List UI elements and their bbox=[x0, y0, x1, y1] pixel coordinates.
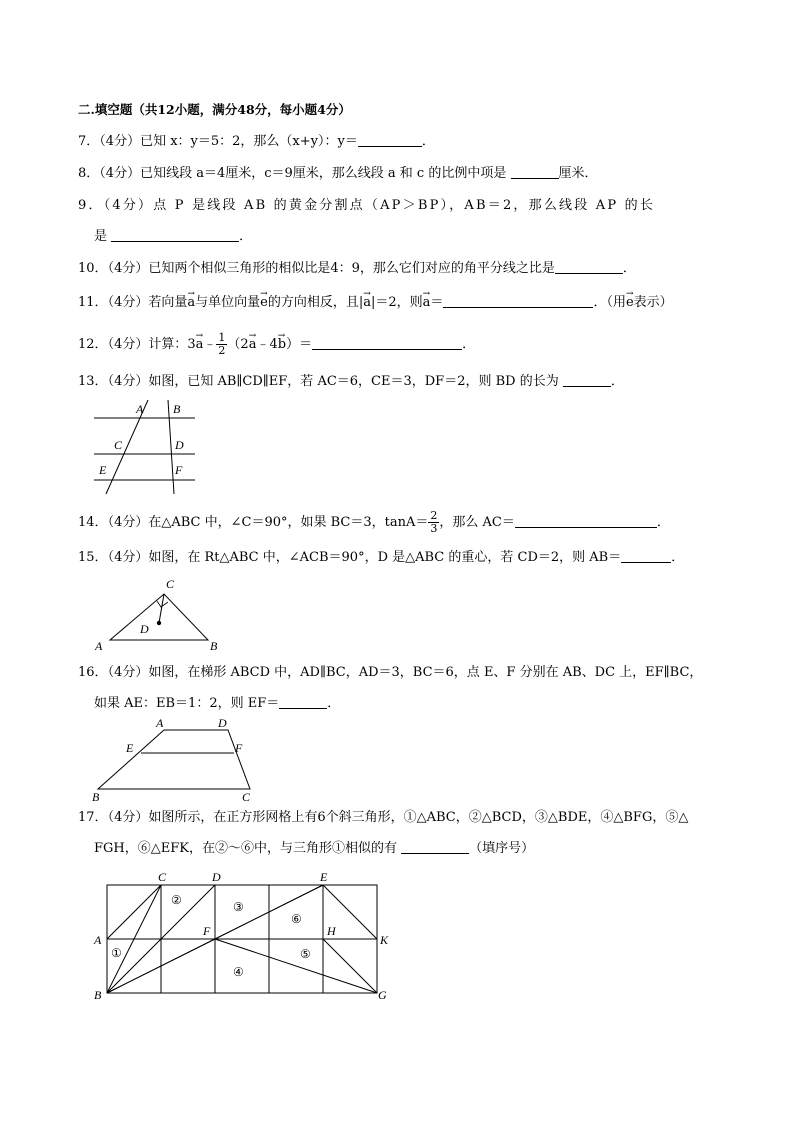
q13-score: （4分） bbox=[107, 374, 149, 389]
label-f: F bbox=[203, 924, 211, 938]
q13-end: ． bbox=[610, 374, 624, 389]
question-8: 8．（4分）已知线段 a＝4厘米，c＝9厘米，那么线段 a 和 c 的比例中项是 厘米． bbox=[78, 166, 598, 181]
vector-a-5: → a bbox=[249, 336, 257, 354]
q7-answer-blank[interactable] bbox=[358, 133, 422, 147]
label-k: K bbox=[380, 933, 389, 947]
vector-a-3: → a bbox=[423, 294, 431, 312]
label-d: D bbox=[140, 622, 149, 636]
circle-1: ① bbox=[111, 946, 122, 960]
vector-a-2: → a bbox=[363, 294, 371, 312]
label-c: C bbox=[242, 790, 251, 804]
label-a: A bbox=[136, 402, 144, 416]
question-16-cont bbox=[94, 695, 340, 713]
q10-score: （4分） bbox=[107, 261, 149, 276]
q8-end: 厘米． bbox=[558, 166, 598, 181]
q12-minus: ﹣ bbox=[203, 337, 217, 352]
question-15: 15．（4分）如图，在 Rt△ABC 中，∠ACB＝90°，D 是△ABC 的重心，若 CD＝2，则 AB＝ ． bbox=[78, 550, 685, 565]
q11-text-1: 若向量 bbox=[148, 295, 188, 310]
q10-number: 10 bbox=[78, 261, 95, 276]
q16-answer-blank[interactable] bbox=[279, 695, 327, 709]
label-h: H bbox=[327, 924, 336, 938]
q9-number: 9 bbox=[78, 198, 89, 213]
q14-answer-blank[interactable] bbox=[515, 514, 657, 528]
q10-answer-blank[interactable] bbox=[555, 260, 623, 274]
segment-hg bbox=[323, 939, 377, 993]
q12-end: ． bbox=[462, 337, 476, 352]
point-d bbox=[157, 621, 161, 625]
q12-text-5: ）＝ bbox=[286, 337, 313, 352]
q8-answer-blank[interactable] bbox=[511, 165, 559, 179]
label-c: C bbox=[158, 870, 167, 884]
q16-number: 16 bbox=[78, 665, 95, 680]
q9-line2: 是 bbox=[94, 229, 108, 244]
label-d: D bbox=[212, 870, 221, 884]
q13-number: 13 bbox=[78, 374, 95, 389]
label-b: B bbox=[92, 790, 100, 804]
q7-text: 已知 x：y＝5：2，那么（x+y）：y＝ bbox=[140, 134, 358, 149]
circle-5: ⑤ bbox=[300, 947, 311, 961]
question-9-cont bbox=[94, 228, 252, 246]
q11-answer-blank[interactable] bbox=[443, 294, 593, 308]
q17-answer-blank[interactable] bbox=[401, 840, 469, 854]
label-d: D bbox=[175, 438, 184, 452]
q16-line2: 如果 AE：EB＝1：2，则 EF＝ bbox=[94, 696, 280, 711]
q8-number: 8 bbox=[78, 166, 87, 181]
q12-text-1: 计算：3 bbox=[148, 337, 196, 352]
label-b: B bbox=[210, 639, 218, 652]
figure-q17-grid bbox=[88, 866, 398, 1006]
q15-number: 15 bbox=[78, 550, 95, 565]
question-12: 12．（4分）计算：3→ a﹣ $\frac{1}{2}$ （2→ a﹣4→ b）＝ ． bbox=[78, 332, 475, 357]
vector-e-2: → e bbox=[626, 294, 634, 312]
q7-end: ． bbox=[421, 134, 435, 149]
q11-text-6: ．（用 bbox=[593, 295, 626, 310]
trapezoid-abcd bbox=[98, 730, 250, 789]
q12-fraction-den: 2 bbox=[218, 344, 226, 357]
question-16: 16．（4分）如图，在梯形 ABCD 中，AD∥BC，AD＝3，BC＝6，点 E、F 分别在 AB、DC 上，EF∥BC， bbox=[78, 665, 703, 680]
label-g: G bbox=[378, 988, 387, 1002]
vector-a-1: → a bbox=[187, 294, 195, 312]
question-14: 14．（4分）在△ABC 中，∠C＝90°，如果 BC＝3，tanA＝ $\frac{2}{3}$ ，那么 AC＝ ． bbox=[78, 509, 670, 535]
label-f: F bbox=[235, 741, 243, 755]
q8-text: 已知线段 a＝4厘米，c＝9厘米，那么线段 a 和 c 的比例中项是 bbox=[140, 166, 507, 181]
q11-text-7: 表示） bbox=[633, 295, 673, 310]
label-c: C bbox=[114, 438, 123, 452]
vector-a-4: → a bbox=[196, 336, 204, 354]
q12-answer-blank[interactable] bbox=[312, 336, 462, 350]
q11-number: 11 bbox=[78, 295, 95, 310]
q12-fraction bbox=[216, 332, 227, 357]
q16-line1: 如图，在梯形 ABCD 中，AD∥BC，AD＝3，BC＝6，点 E、F 分别在 AB、DC 上，EF∥BC， bbox=[148, 665, 703, 680]
q12-score: （4分） bbox=[107, 337, 149, 352]
label-e: E bbox=[99, 463, 107, 477]
question-13: 13．（4分）如图，已知 AB∥CD∥EF，若 AC＝6，CE＝3，DF＝2，则 BD 的长为 ． bbox=[78, 374, 624, 389]
q17-line2: FGH，⑥△EFK，在②～⑥中，与三角形①相似的有 bbox=[94, 841, 397, 856]
q11-text-2: 与单位向量 bbox=[195, 295, 261, 310]
q17-line1: 如图所示，在正方形网格上有6个斜三角形，①△ABC，②△BCD，③△BDE，④△BFG，⑤△ bbox=[148, 810, 689, 825]
label-a: A bbox=[94, 933, 102, 947]
circle-2: ② bbox=[171, 893, 182, 907]
question-11: 11．（4分）若向量→ a与单位向量→ e的方向相反，且|→ a|＝2，则→ a＝ ．（用→ e表示） bbox=[78, 294, 673, 312]
q10-text: 已知两个相似三角形的相似比是4：9，那么它们对应的角平分线之比是 bbox=[148, 261, 555, 276]
label-e: E bbox=[126, 741, 134, 755]
q9-answer-blank[interactable] bbox=[111, 228, 239, 242]
q13-text: 如图，已知 AB∥CD∥EF，若 AC＝6，CE＝3，DF＝2，则 BD 的长为 bbox=[148, 374, 559, 389]
q17-score: （4分） bbox=[107, 810, 149, 825]
q14-number: 14 bbox=[78, 515, 95, 530]
q11-text-3: 的方向相反，且| bbox=[267, 295, 364, 310]
circle-3: ③ bbox=[233, 900, 244, 914]
figure-q16 bbox=[88, 715, 260, 807]
q14-fraction-num: 2 bbox=[430, 509, 438, 522]
q13-answer-blank[interactable] bbox=[563, 373, 611, 387]
label-c: C bbox=[166, 577, 175, 591]
q14-score: （4分） bbox=[107, 515, 149, 530]
figure-q15 bbox=[90, 574, 225, 652]
q14-fraction bbox=[428, 510, 439, 535]
q14-text-2: ，那么 AC＝ bbox=[439, 515, 515, 530]
q9-score: （4分） bbox=[103, 198, 154, 213]
q10-end: ． bbox=[622, 261, 636, 276]
triangle-abc bbox=[110, 594, 208, 640]
q15-text: 如图，在 Rt△ABC 中，∠ACB＝90°，D 是△ABC 的重心，若 CD＝2，则 AB＝ bbox=[148, 550, 622, 565]
q8-score: （4分） bbox=[99, 166, 141, 181]
question-7: 7．（4分）已知 x：y＝5：2，那么（x+y）：y＝ ． bbox=[78, 134, 435, 149]
q11-text-4: |＝2，则 bbox=[371, 295, 423, 310]
q9-end: ． bbox=[239, 229, 253, 244]
q12-text-3: （2 bbox=[227, 337, 249, 352]
circle-6: ⑥ bbox=[291, 912, 302, 926]
segment-cd bbox=[159, 594, 164, 623]
q14-fraction-den: 3 bbox=[430, 522, 438, 535]
question-17: 17．（4分）如图所示，在正方形网格上有6个斜三角形，①△ABC，②△BCD，③△BDE，④△BFG，⑤△ bbox=[78, 810, 689, 825]
q16-end: ． bbox=[327, 696, 341, 711]
q9-line1: 点 P 是线段 AB 的黄金分割点（AP＞BP），AB＝2，那么线段 AP 的长 bbox=[153, 198, 656, 213]
vector-b: → b bbox=[278, 336, 286, 354]
q16-score: （4分） bbox=[107, 665, 149, 680]
q12-text-4: ﹣4 bbox=[256, 337, 278, 352]
q7-number: 7 bbox=[78, 134, 87, 149]
q12-fraction-num: 1 bbox=[218, 331, 226, 344]
segment-ac bbox=[107, 885, 161, 939]
question-10: 10．（4分）已知两个相似三角形的相似比是4：9，那么它们对应的角平分线之比是 ． bbox=[78, 261, 636, 276]
label-e: E bbox=[320, 870, 328, 884]
q17-end: （填序号） bbox=[469, 841, 535, 856]
label-b: B bbox=[94, 988, 102, 1002]
q15-score: （4分） bbox=[107, 550, 149, 565]
label-d: D bbox=[218, 716, 227, 730]
q14-text-1: 在△ABC 中，∠C＝90°，如果 BC＝3，tanA＝ bbox=[148, 515, 429, 530]
vector-e-1: → e bbox=[260, 294, 268, 312]
q15-answer-blank[interactable] bbox=[621, 549, 671, 563]
q11-text-5: ＝ bbox=[430, 295, 444, 310]
q11-score: （4分） bbox=[107, 295, 149, 310]
q14-end: ． bbox=[656, 515, 670, 530]
figure-q13 bbox=[88, 398, 200, 496]
section-title: 二.填空题（共12小题，满分48分，每小题4分） bbox=[78, 102, 351, 117]
label-a: A bbox=[156, 716, 164, 730]
question-9: 9．（4分）点 P 是线段 AB 的黄金分割点（AP＞BP），AB＝2，那么线段 AP 的长 bbox=[78, 198, 656, 213]
question-17-cont bbox=[94, 840, 534, 858]
circle-4: ④ bbox=[233, 965, 244, 979]
q7-score: （4分） bbox=[99, 134, 141, 149]
label-f: F bbox=[175, 463, 183, 477]
q15-end: ． bbox=[671, 550, 685, 565]
label-a: A bbox=[95, 639, 103, 652]
q12-number: 12 bbox=[78, 337, 95, 352]
q17-number: 17 bbox=[78, 810, 95, 825]
label-b: B bbox=[173, 402, 181, 416]
